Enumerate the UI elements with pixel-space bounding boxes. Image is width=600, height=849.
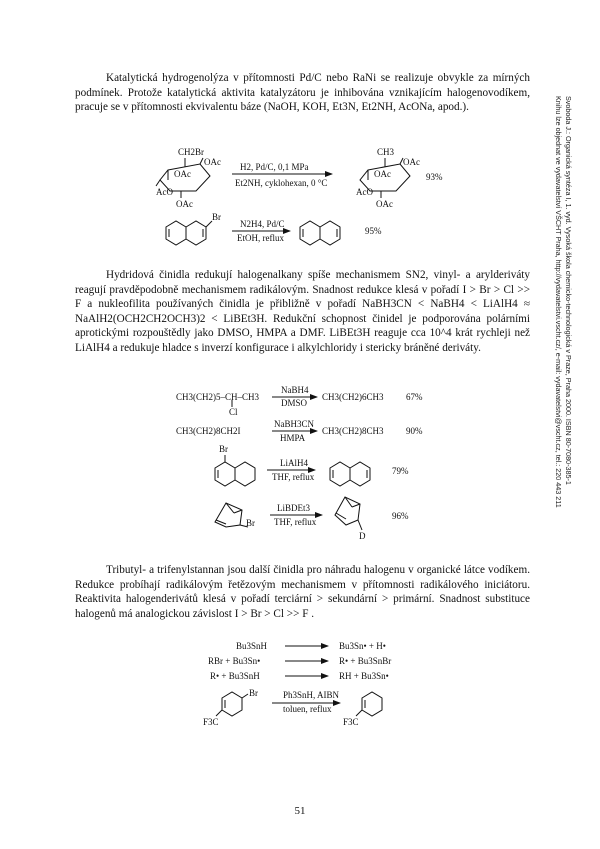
side-note-line-2: Knihu lze objednat ve vydavatelství VŠCHT Praha, http://vydavatelstvi.vscht.cz/, e-mail: vydavatelstvi@vscht.cz, tel.: 220 443 211 [554, 96, 564, 508]
aco-label: AcO [156, 187, 173, 197]
reagent-hmpa: HMPA [280, 433, 306, 443]
br-label-3: Br [246, 518, 255, 528]
oac-label-2: OAc [174, 169, 191, 179]
radical-eq-2-left: RBr + Bu3Sn• [208, 656, 261, 666]
octane-formula: CH3(CH2)6CH3 [322, 392, 384, 402]
reagent-n2h4: N2H4, Pd/C [240, 219, 285, 229]
reagent-libdet3: LiBDEt3 [277, 503, 310, 513]
trifluoromethyl-bromobenzene-structure [216, 692, 248, 716]
trifluoromethylbenzene-structure [356, 692, 382, 716]
reagent-thf-2: THF, reflux [274, 517, 317, 527]
1-bromonaphthalene-structure [215, 455, 255, 486]
bromonorbornene-structure [215, 503, 248, 527]
reagent-lialh4: LiAlH4 [280, 458, 308, 468]
radical-eq-3-left: R• + Bu3SnH [210, 671, 260, 681]
br-label-1: Br [212, 212, 221, 222]
oac-label-5: OAc [374, 169, 391, 179]
yield-79: 79% [392, 466, 409, 476]
yield-95: 95% [365, 226, 382, 236]
br-label-2: Br [219, 444, 228, 454]
reagent-nabh4: NaBH4 [281, 385, 309, 395]
cl-label: Cl [229, 407, 238, 417]
page-number: 51 [294, 805, 306, 817]
f3c-label-1: F3C [203, 717, 219, 727]
paragraph-hydrogenolysis: Katalytická hydrogenolýza v přítomnosti Pd/C nebo RaNi se realizuje obvykle za mírných podmínek. Protože katalytická aktivita katalyzátoru je inhibována vznikajícím halogenovodíkem, pracuje se v přítomnosti ekvivalentu báze (NaOH, KOH, Et3N, Et2NH, AcONa, apod.). [75, 72, 530, 114]
yield-67: 67% [406, 392, 423, 402]
oac-label-4: OAc [403, 157, 420, 167]
reagent-ph3snh: Ph3SnH, AIBN [283, 690, 340, 700]
naphthalene-product-2-structure [330, 462, 370, 486]
oac-label-1: OAc [204, 157, 221, 167]
reagent-thf-1: THF, reflux [272, 472, 315, 482]
side-note-line-1: Svoboda J.: Organická syntéza I, 1. vyd. Vysoká škola chemicko-technologická v Praze, Praha 2000. ISBN 80-7080-385-1 [564, 96, 573, 485]
f3c-label-2: F3C [343, 717, 359, 727]
reagent-etoh: EtOH, reflux [237, 233, 284, 243]
decyl-iodide-formula: CH3(CH2)8CH2I [176, 426, 241, 436]
radical-eq-1-left: Bu3SnH [236, 641, 268, 651]
paragraph-stannanes: Tributyl- a trifenylstannan jsou další činidla pro náhradu halogenu v organické látce vodíkem. Redukce probíhají radikálovým řetězovým mechanismem v přítomnosti radikálového iniciátoru. Reaktivita halogenderivátů klesá v pořadí terciární > sekundární > primární. Snadnost substituce halogenů má analogickou závislost I > Br > Cl >> F . [75, 564, 530, 620]
oac-label-6: OAc [376, 199, 393, 209]
radical-eq-1-right: Bu3Sn• + H• [339, 641, 386, 651]
reagent-h2-pdc: H2, Pd/C, 0,1 MPa [240, 162, 309, 172]
yield-90: 90% [406, 426, 423, 436]
yield-93: 93% [426, 172, 443, 182]
paragraph-hydride-reagents: Hydridová činidla redukují halogenalkany spíše mechanismem SN2, vinyl- a arylderiváty reagují pravděpodobně mechanismem radikálovým. Snadnost redukce klesá v pořadí I > Br > Cl >> F a nukleofilita používaných činidla je přibližně v pořadí NaBH3CN < NaBH4 < LiAlH4 ≈ NaAlH2(OCH2CH2OCH3)2 < LiBEt3H. Redukční schopnost činidel je podporována polárními aprotickými rozpouštědly jako DMSO, HMPA a DMF. LiBEt3H reaguje cca 10^4 krát rychleji než LiAlH4 a redukuje hladce s inverzí konfigurace i alkylchloridy i stericky bráněné deriváty. [75, 269, 530, 354]
deuterium-label: D [359, 531, 366, 541]
radical-eq-3-right: RH + Bu3Sn• [339, 671, 389, 681]
ch3-label: CH3 [377, 147, 395, 157]
reagent-dmso: DMSO [281, 398, 308, 408]
decane-formula: CH3(CH2)8CH3 [322, 426, 384, 436]
deuterated-norbornene-structure [335, 497, 362, 530]
naphthalene-product-structure [300, 221, 340, 245]
reagent-toluen: toluen, reflux [283, 704, 332, 714]
reagent-nabh3cn: NaBH3CN [274, 419, 314, 429]
ch2br-label: CH2Br [178, 147, 205, 157]
br-label-4: Br [249, 688, 258, 698]
radical-eq-2-right: R• + Bu3SnBr [339, 656, 392, 666]
reagent-et2nh: Et2NH, cyklohexan, 0 °C [235, 178, 328, 188]
bromonaphthalene-structure [166, 221, 212, 245]
yield-96: 96% [392, 511, 409, 521]
oac-label-3: OAc [176, 199, 193, 209]
octyl-chloride-formula: CH3(CH2)5–CH–CH3 [176, 392, 260, 402]
aco-label-2: AcO [356, 187, 373, 197]
